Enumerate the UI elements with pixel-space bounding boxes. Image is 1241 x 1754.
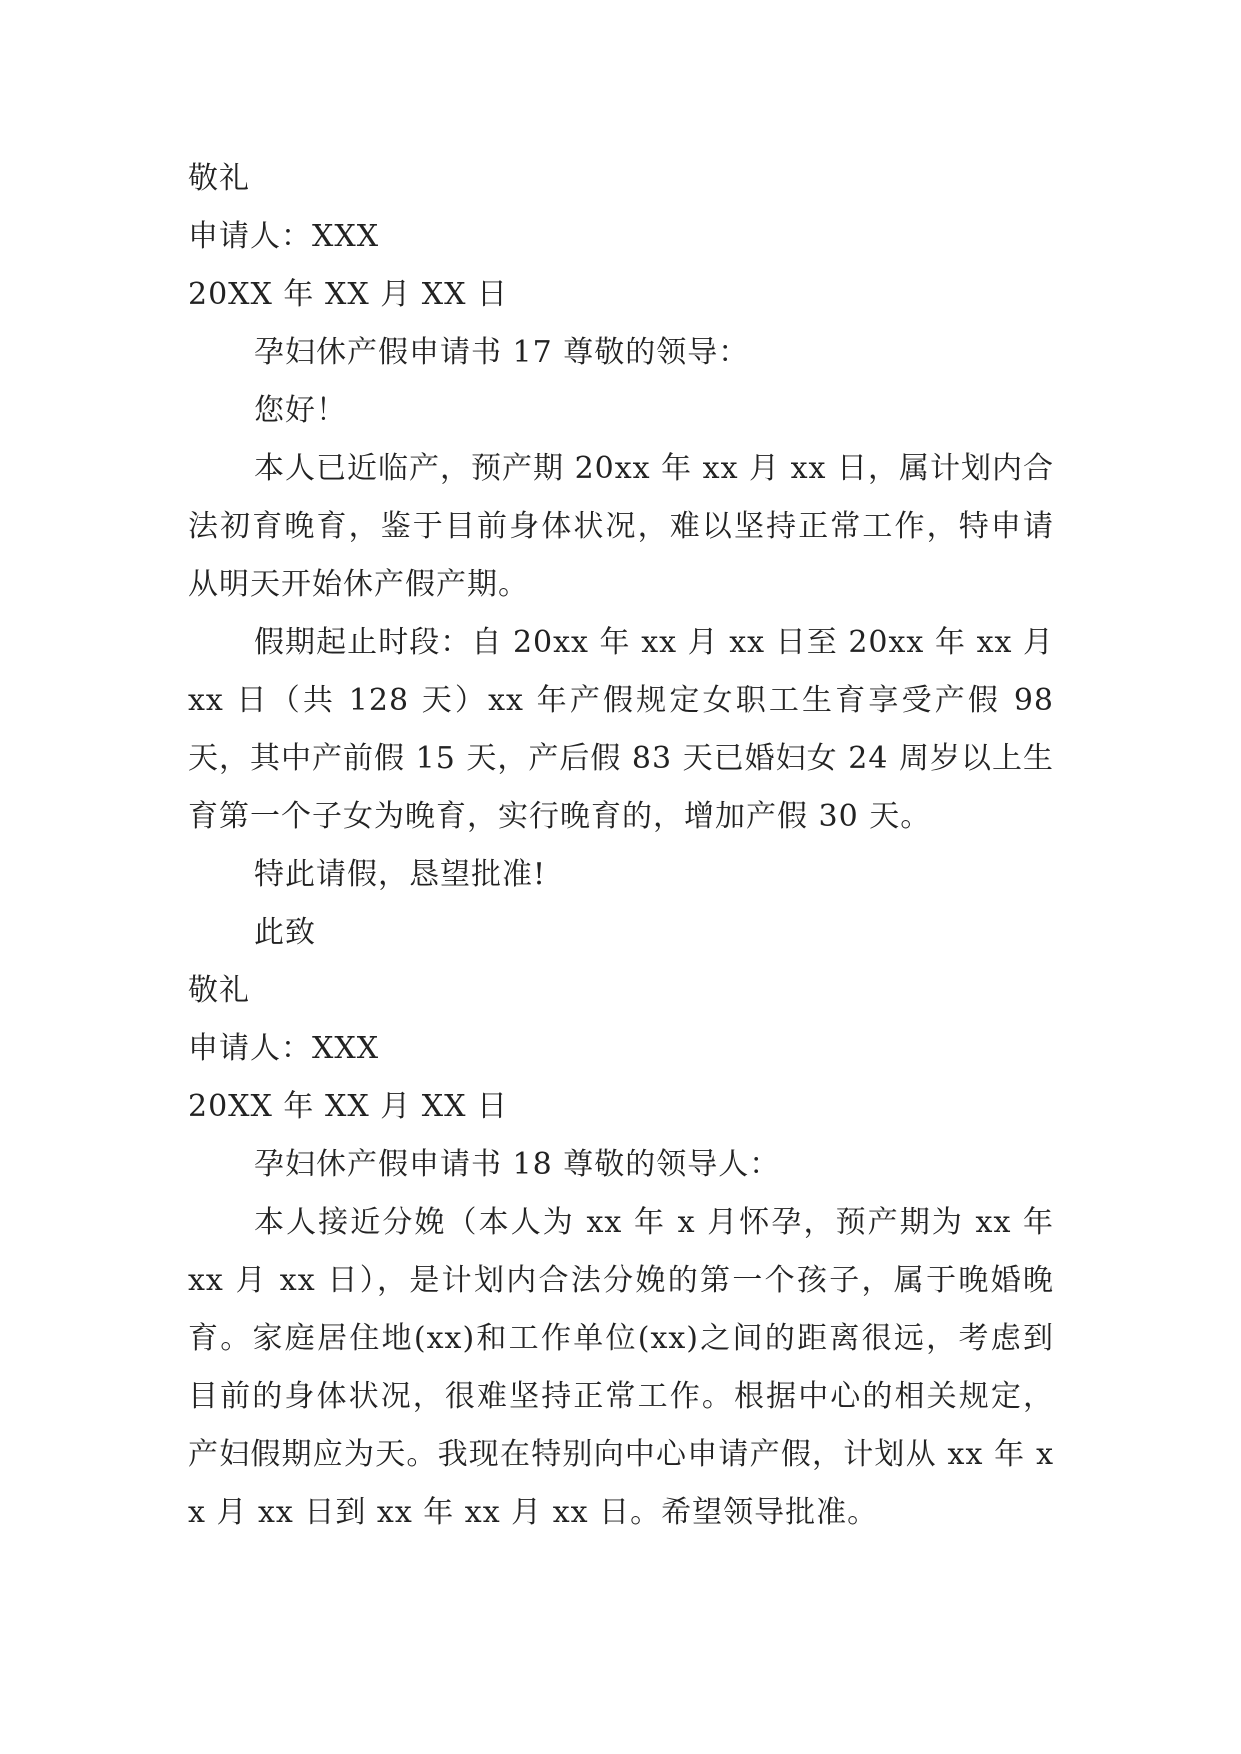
letter-17-request: 特此请假，恳望批准!: [254, 857, 547, 892]
date-line-2: 20XX 年 XX 月 XX 日: [188, 1089, 508, 1124]
letter-18-title: 孕妇休产假申请书 18 尊敬的领导人：: [254, 1147, 781, 1182]
letter-17-regards: 此致: [254, 915, 316, 950]
closing-line-2: 敬礼: [188, 973, 250, 1008]
letter-17-paragraph-2: 假期起止时段：自 20xx 年 xx 月 xx 日至 20xx 年 xx 月 xx 日（共 128 天）xx 年产假规定女职工生育享受产假 98 天，其中产前假 15 天，产后假 83 天已婚妇女 24 周岁以上生育第一个子女为晚育，实行晚育的，增加产假 30 天。: [188, 625, 1065, 834]
letter-17-paragraph-1: 本人已近临产，预产期 20xx 年 xx 月 xx 日，属计划内合法初育晚育，鉴于目前身体状况，难以坚持正常工作，特申请从明天开始休产假产期。: [188, 451, 1054, 602]
date-line: 20XX 年 XX 月 XX 日: [188, 277, 508, 312]
applicant-line: 申请人：XXX: [188, 219, 380, 254]
letter-17-greeting: 您好！: [254, 393, 347, 428]
letter-18-paragraph-1: 本人接近分娩（本人为 xx 年 x 月怀孕，预产期为 xx 年 xx 月 xx 日），是计划内合法分娩的第一个孩子，属于晚婚晚育。家庭居住地(xx)和工作单位(xx)之间的距离很远，考虑到目前的身体状况，很难坚持正常工作。根据中心的相关规定，产妇假期应为天。我现在特别向中心申请产假，计划从 xx 年 xx 月 xx 日到 xx 年 xx 月 xx 日。希望领导批准。: [188, 1205, 1065, 1530]
document-body: [188, 150, 1065, 1542]
applicant-line-2: 申请人：XXX: [188, 1031, 380, 1066]
letter-17-title: 孕妇休产假申请书 17 尊敬的领导：: [254, 335, 750, 370]
closing-line: 敬礼: [188, 161, 250, 196]
